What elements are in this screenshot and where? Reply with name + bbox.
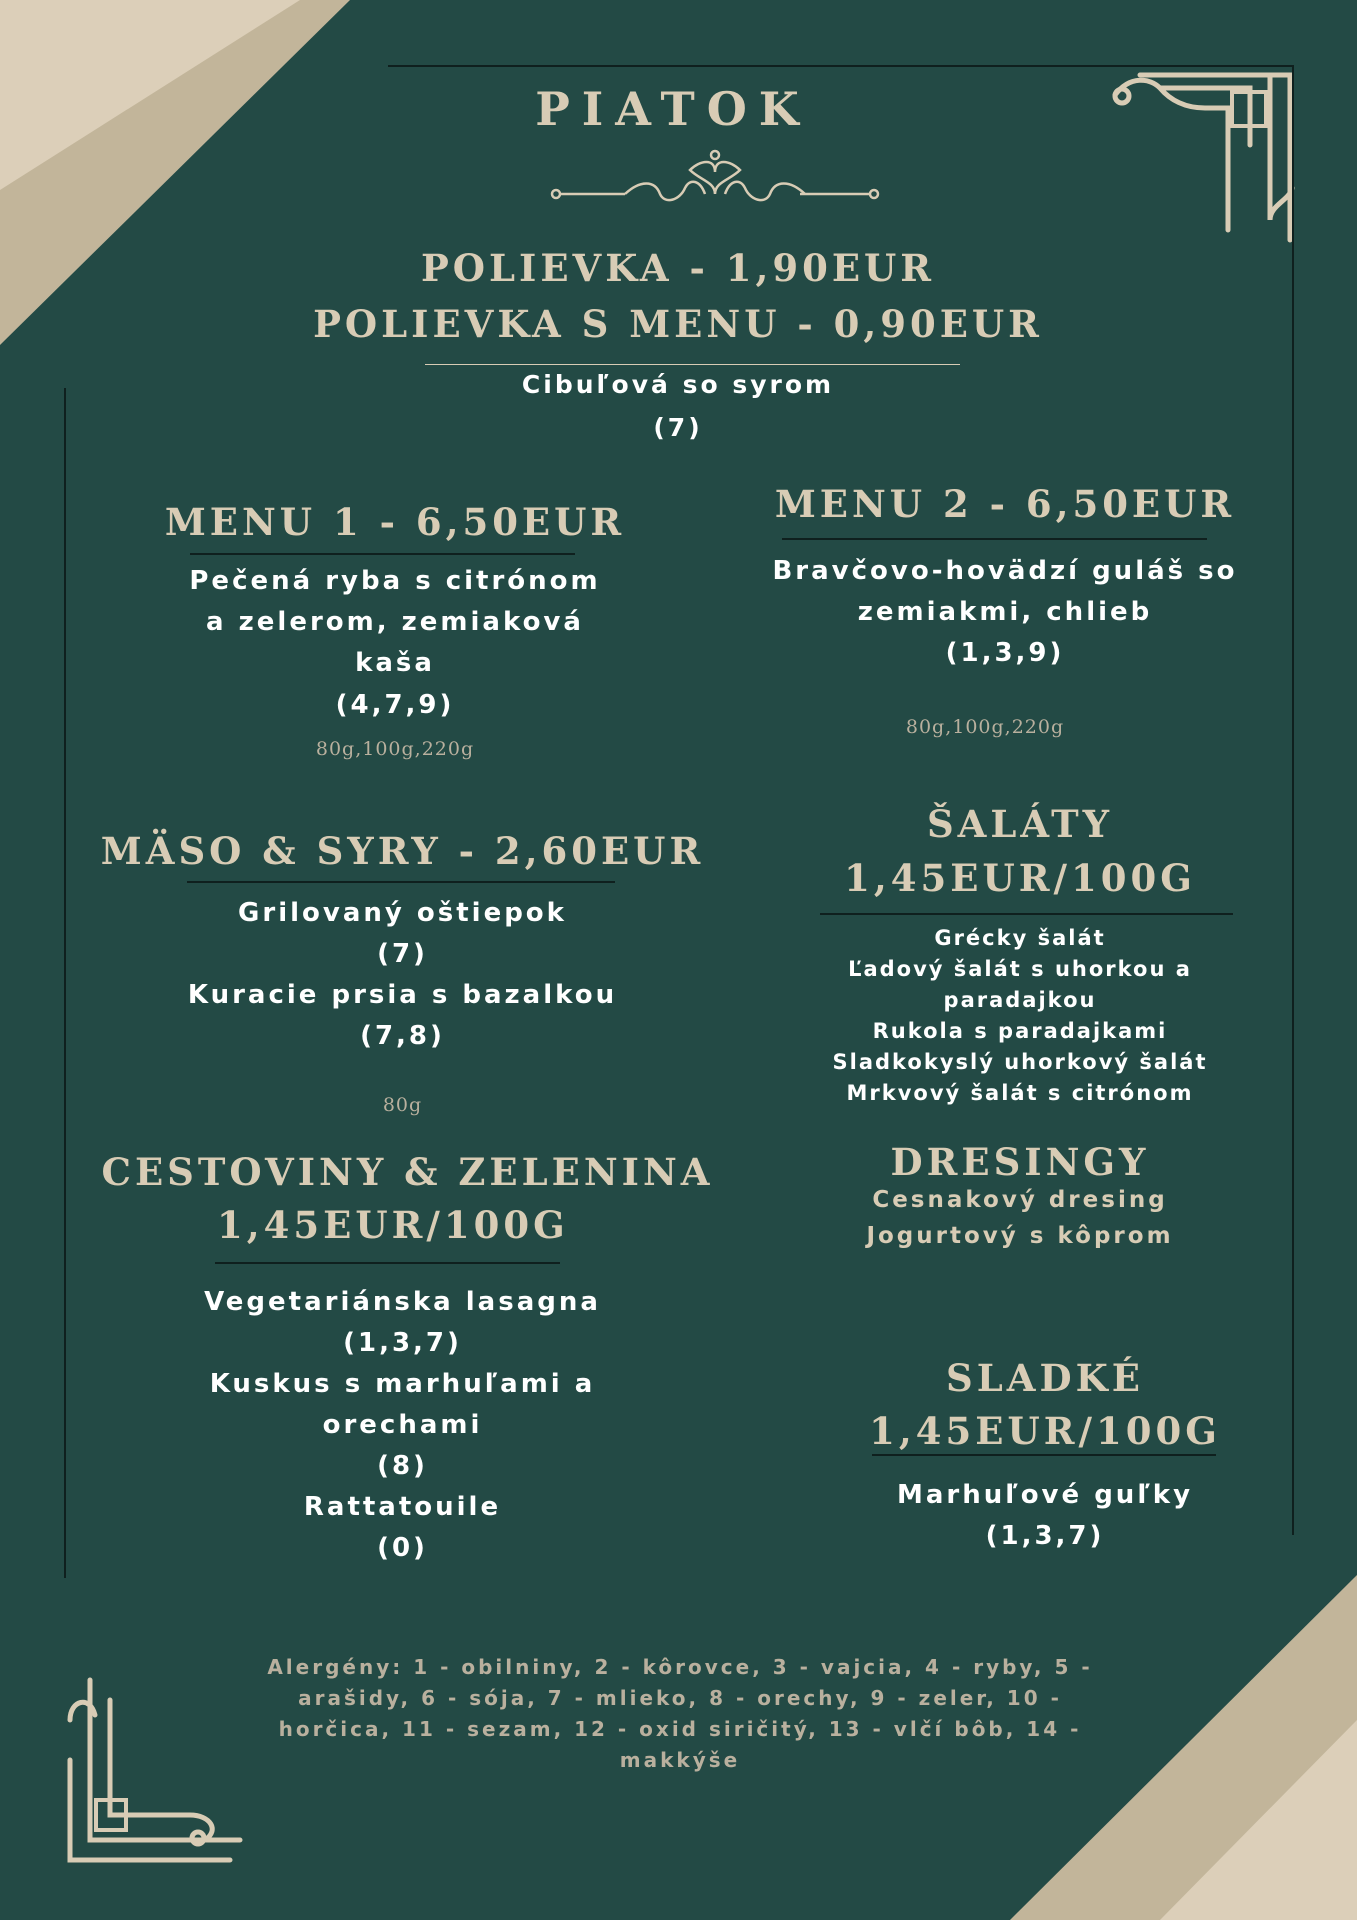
pasta-price: 1,45EUR/100G [217, 1203, 569, 1247]
allergens-note-line: makkýše [619, 1748, 741, 1772]
meat-line: (7) [377, 939, 428, 969]
menu1-weights: 80g,100g,220g [315, 738, 475, 760]
meat-line: Kuracie prsia s bazalkou [187, 980, 618, 1010]
salad-item: Ľadový šalát s uhorkou a [848, 957, 1192, 981]
menu1-allergens: (4,7,9) [335, 690, 455, 720]
title-flourish-icon [552, 151, 878, 200]
sweets-title: SLADKÉ [946, 1356, 1144, 1400]
salad-item: Mrkvový šalát s citrónom [846, 1081, 1194, 1105]
pasta-line: Kuskus s marhuľami a [209, 1369, 596, 1399]
menu2-line: Bravčovo-hovädzí guláš so [772, 556, 1238, 586]
menu1-line: Pečená ryba s citrónom [189, 566, 601, 596]
menu1-line: kaša [355, 648, 435, 678]
menu2-divider [782, 538, 1207, 540]
salad-item: paradajkou [943, 988, 1097, 1012]
menu2-allergens: (1,3,9) [945, 638, 1065, 668]
salads-price: 1,45EUR/100G [844, 856, 1196, 900]
pasta-line: orechami [322, 1410, 483, 1440]
meat-line: (7,8) [360, 1021, 445, 1051]
sweets-allergens: (1,3,7) [985, 1521, 1105, 1551]
soup-name: Cibuľová so syrom [521, 370, 835, 399]
menu2-weights: 80g,100g,220g [905, 716, 1065, 738]
salads-title: ŠALÁTY [926, 802, 1114, 846]
salad-item: Rukola s paradajkami [872, 1019, 1168, 1043]
dressing-item: Jogurtový s kôprom [866, 1223, 1174, 1249]
menu1-divider [190, 553, 575, 555]
pasta-line: Rattatouile [303, 1492, 502, 1522]
soup-price: POLIEVKA - 1,90EUR [420, 246, 936, 290]
allergens-note-line: Alergény: 1 - obilniny, 2 - kôrovce, 3 - vajcia, 4 - ryby, 5 - [267, 1655, 1093, 1679]
pasta-line: Vegetariánska lasagna [204, 1287, 601, 1317]
salad-item: Sladkokyslý uhorkový šalát [832, 1050, 1208, 1074]
salad-item: Grécky šalát [934, 926, 1106, 950]
menu1-line: a zelerom, zemiaková [206, 607, 584, 637]
pasta-title: CESTOVINY & ZELENINA [101, 1150, 714, 1194]
sweets-line: Marhuľové guľky [896, 1480, 1194, 1510]
frame-left-line [64, 388, 66, 1578]
pasta-line: (1,3,7) [343, 1328, 462, 1358]
sweets-price: 1,45EUR/100G [869, 1409, 1221, 1453]
meat-divider [187, 881, 615, 883]
pasta-line: (8) [377, 1451, 428, 1481]
menu1-title: MENU 1 - 6,50EUR [164, 500, 626, 544]
soup-menu-price: POLIEVKA S MENU - 0,90EUR [313, 302, 1043, 346]
frame-top-line [388, 65, 1293, 67]
pasta-divider [215, 1262, 560, 1264]
sweets-divider [872, 1454, 1216, 1456]
meat-weights: 80g [382, 1094, 423, 1116]
day-title: PIATOK [535, 82, 811, 136]
allergens-note-line: arašidy, 6 - sója, 7 - mlieko, 8 - orechy, 9 - zeler, 10 - [298, 1686, 1062, 1710]
meat-line: Grilovaný oštiepok [238, 898, 567, 928]
menu2-title: MENU 2 - 6,50EUR [774, 482, 1236, 526]
dressing-item: Cesnakový dresing [872, 1187, 1168, 1213]
top-right-ornament-icon [1115, 75, 1292, 240]
allergens-note-line: horčica, 11 - sezam, 12 - oxid siričitý, 13 - vlčí bôb, 14 - [278, 1717, 1082, 1741]
dressings-title: DRESINGY [890, 1140, 1150, 1184]
menu2-line: zemiakmi, chlieb [857, 597, 1153, 627]
pasta-line: (0) [377, 1533, 428, 1563]
salads-divider [820, 913, 1233, 915]
soup-allergens: (7) [653, 413, 703, 442]
meat-title: MÄSO & SYRY - 2,60EUR [100, 829, 705, 873]
